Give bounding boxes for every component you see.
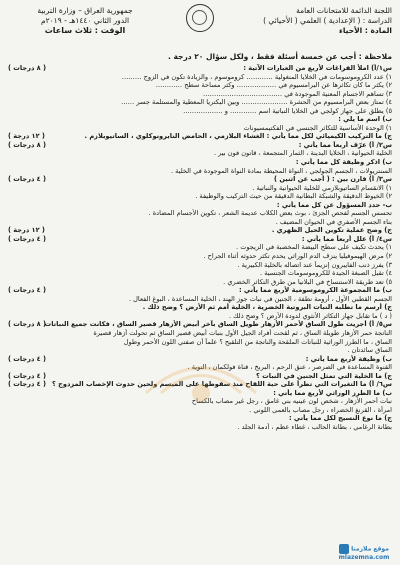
answer-line [8, 278, 392, 287]
marks-label: ( ٤ درجات ) [8, 380, 46, 389]
line-text: ج) ما الخلية التي تمثل الجنين في النبات ؟ [256, 371, 392, 380]
line-text: ٤) تمتاز بعض البرامسيوم من الحشرة ………………… وبين البكتريا المعطية والمستلمة جسر …… [121, 98, 392, 107]
line-text: الجسم القطبي الأول ، أرومة نطفة ، الجنين في نبات جوز الهند ، الخلية المساعدة ، البوغ الفعال . [128, 294, 392, 303]
line-text: ١) عدد الكروموسومات في الخلايا المنغولية ………… كروموسوم ، والزيادة تكون في الزوج ……… [121, 72, 392, 81]
answer-line [8, 73, 392, 82]
line-text: الساق سائدتان . [347, 346, 392, 355]
site-logo [334, 544, 394, 561]
question-line [8, 201, 392, 210]
line-text: ج) أرسم ما تطلبه النبات البروتية الخضرية ، الخلية أمم ثم الأرض ؟ وضح ذلك . [142, 303, 392, 312]
header-right [242, 6, 392, 36]
marks-label: ( ٨ درجات ) [8, 320, 46, 329]
answer-line [8, 252, 392, 261]
answer-line [8, 338, 392, 347]
line-text: ج) وضح عملية تكوين الحبل الظهري . [271, 226, 392, 235]
line-text: ب) وظيفة لأربع مما يأتي : [305, 354, 392, 363]
answer-line [8, 98, 392, 107]
answer-line [8, 218, 392, 227]
line-text: نبات أحمر الأزهار ، شخص لون عينيه بني غامق ، رجل غير مصاب بالكساح [191, 397, 392, 406]
answer-line [8, 209, 392, 218]
line-text: الناتجة حمر الأزهار طويلة الساق ، ثم لقحت أفراد الجيل الأول بنبات أبيض قصير الساق ثم تحولت أزهار قصيرة [93, 328, 392, 337]
subject: المادة : الأحياء [338, 26, 392, 35]
answer-line [8, 90, 392, 99]
answer-line [8, 423, 392, 432]
line-text: س٤/ أ) علل أربعاً مما يأتي : [301, 234, 392, 243]
line-text: ج) ما نوع النسيج لكل مما يأتي : [289, 414, 392, 423]
line-text: ٤) تقبل الصبغة الجيدة للكروموسومات الجنسية . [260, 269, 392, 278]
answer-line [8, 192, 392, 201]
marks-label: ( ٤ درجات ) [8, 371, 46, 380]
site-logo-icon [339, 544, 349, 554]
line-text: س٣/ أ) قارن بين : ( أجب عن اثنين ) [274, 175, 392, 184]
line-text: القنوة المساعدة في الصرصر ، عنق الرحم ، البربخ ، قناة فولكمان ، النوية . [187, 363, 392, 372]
question-line [8, 115, 392, 124]
question-line [8, 132, 392, 141]
line-text: ١) الوحدة الأساسية للتكاثر الجنسي في الفكتيمسيونات [243, 123, 392, 132]
line-text: امرأة ، القرنغ الخضراء ، رجل مصاب بالعمى اللوني . [249, 405, 392, 414]
line-text: ب) ما الطرز الوراثي لأربع مما يأتي : [273, 388, 392, 397]
answer-line [8, 329, 392, 338]
answer-line [8, 269, 392, 278]
answer-line [8, 295, 392, 304]
question-line [8, 158, 392, 167]
line-text: الخلية الحيوانية ، الخلايا البدينة ، الثمار المتجمعة ، قانون فون بير . [213, 149, 392, 158]
line-text: س٦/ أ) ما التغيرات التي تطرأ على حبة اللقاح منذ سقوطها على الميسم ولحين حدوث الإخصاب المزدوج ؟ [52, 380, 392, 389]
line-text: ٢) الخيوط الدقيقة والشبكة البطانية الدقيقة من حيث التركيب والوظيفة . [195, 192, 392, 201]
answer-line [8, 167, 392, 176]
question-line [8, 414, 392, 423]
marks-label: ( ١٢ درجة ) [8, 132, 45, 141]
line-text: السنتريولات ، الجسم الجولجي ، النواة المحيطة بمادة النواة الموجودة في الخلية . [170, 166, 392, 175]
question-line [8, 320, 392, 329]
line-text: ب) ما المجموعة الكروموسومية لأربع مما يأتي : [238, 286, 392, 295]
line-text: ١) الانقسام الساتيوبلازمي للخلية الحيوانية والنباتية . [252, 183, 392, 192]
marks-label: ( ٤ درجات ) [8, 354, 46, 363]
line-text: س٢/ أ) عرّف أربعاً مما يأتي : [298, 140, 392, 149]
marks-label: ( ١٢ درجة ) [8, 226, 45, 235]
watermark-logo-icon [126, 348, 276, 408]
line-text: ٣) يفرز ذنب الفايبرون إنزيماً عند اتصاله بالخلية الكبيرية . [237, 260, 392, 269]
line-text: ب) اسم ما يلي : [338, 115, 392, 124]
exam-session: الدور الثاني ١٤٤٠هـ - ٢٠١٩م [40, 16, 130, 25]
line-text: ( د ) ما تقابل جهاز التكاثر الأنثوي لدودة الأرض ؟ وضح ذلك . [228, 311, 392, 320]
question-line [8, 235, 392, 244]
marks-label: ( ٤ درجات ) [8, 175, 46, 184]
answer-line [8, 149, 392, 158]
question-line [8, 64, 392, 73]
answer-line [8, 184, 392, 193]
exam-note: ملاحظة : أجب عن خمسة أسئلة فقط ، ولكل سؤال ٢٠ درجة . [168, 52, 392, 61]
answer-line [8, 124, 392, 133]
line-text: س٥/ أ) أجريت طول الساق لأحمر الأزهار طويل الساق بآخر أبيض الأزهار قصير الساق ، فكانت جميع النباتات [44, 320, 392, 329]
marks-label: ( ٨ درجات ) [8, 140, 46, 149]
committee-name: اللجنة الدائمة للامتحانات العامة [296, 6, 392, 15]
answer-line [8, 312, 392, 321]
marks-label: ( ٤ درجات ) [8, 286, 46, 295]
ministry-name: جمهورية العراق – وزارة التربية [37, 6, 133, 15]
question-line [8, 286, 392, 295]
line-text: ب) اذكر وظيفة كل مما يأتي : [295, 158, 392, 167]
question-line [8, 303, 392, 312]
line-text: الساق ، ما الطرز الوراثية للنباتات الملقحة والناتجة من التلقيح ؟ علماً أن صفتي اللون الأحمر وطول [123, 337, 392, 346]
line-text: ٢) يكثر ما كان تكاثرها عن البرامسيوم في ……………… وكثر مساحة سطح ………… [155, 81, 392, 90]
exam-time: الوقت : ثلاث ساعات [44, 26, 126, 35]
line-text: ٢) مرض الهيموفيليا ينزف الدم الوراثي يحدم تكثر حدوثه أثناء الجراح . [203, 252, 392, 261]
line-text: بطانة الرغامي ، بطانة الحالب ، غطاء عظم ، أدمة الجلد . [237, 422, 392, 431]
line-text: ب- حدد المسؤول عن كل مما يأتي : [276, 200, 392, 209]
line-text: ج) ما التركيب الكيميائي لكل مما يأتي : الغشاء البلازمي ، الحامض النايرونوكلوي ، الساتيوبلازم . [84, 132, 392, 141]
line-text: بناء الجسم الأصفري في الحيوان المضيف . [275, 217, 392, 226]
line-text: ٥) يطلق على جهاز كولجي في الخلايا النباتية اسم ………… و ……………… [183, 106, 392, 115]
question-line [8, 141, 392, 150]
marks-label: ( ٨ درجات ) [8, 64, 46, 72]
site-logo-url: mlazemna.com [338, 554, 390, 561]
line-text: ٣) تساهم الاجسام المعنية الموجودة في ……………………………… [203, 89, 392, 98]
study-branch: الدراسة : ( الإعدادية ) العلمي ( الأحيائي ) [263, 16, 392, 25]
question-line [8, 175, 392, 184]
answer-line [8, 81, 392, 90]
line-text: س١/أ) املأ الفراغات لأربع من العبارات الآتية : [243, 64, 392, 72]
answer-line [8, 107, 392, 116]
ministry-seal-icon [186, 4, 214, 32]
header-left [10, 6, 160, 36]
line-text: ١) يحدث تكيف على سطح البيضة المخصبة في الزيجوت . [236, 243, 392, 252]
answer-line [8, 243, 392, 252]
question-line [8, 226, 392, 235]
answer-line [8, 261, 392, 270]
marks-label: ( ٤ درجات ) [8, 234, 46, 243]
line-text: تحسس الجسم لفحص الجزئ ، بوث بعض الكلاب عديمة الشعر ، تكوين الأجسام المضادة . [148, 209, 392, 218]
line-text: ٥) تعد طريقة الاستنساخ في البلانيا من طرق التكاثر الخضري . [223, 277, 392, 286]
site-logo-name: موقع ملازمنا [351, 545, 389, 553]
